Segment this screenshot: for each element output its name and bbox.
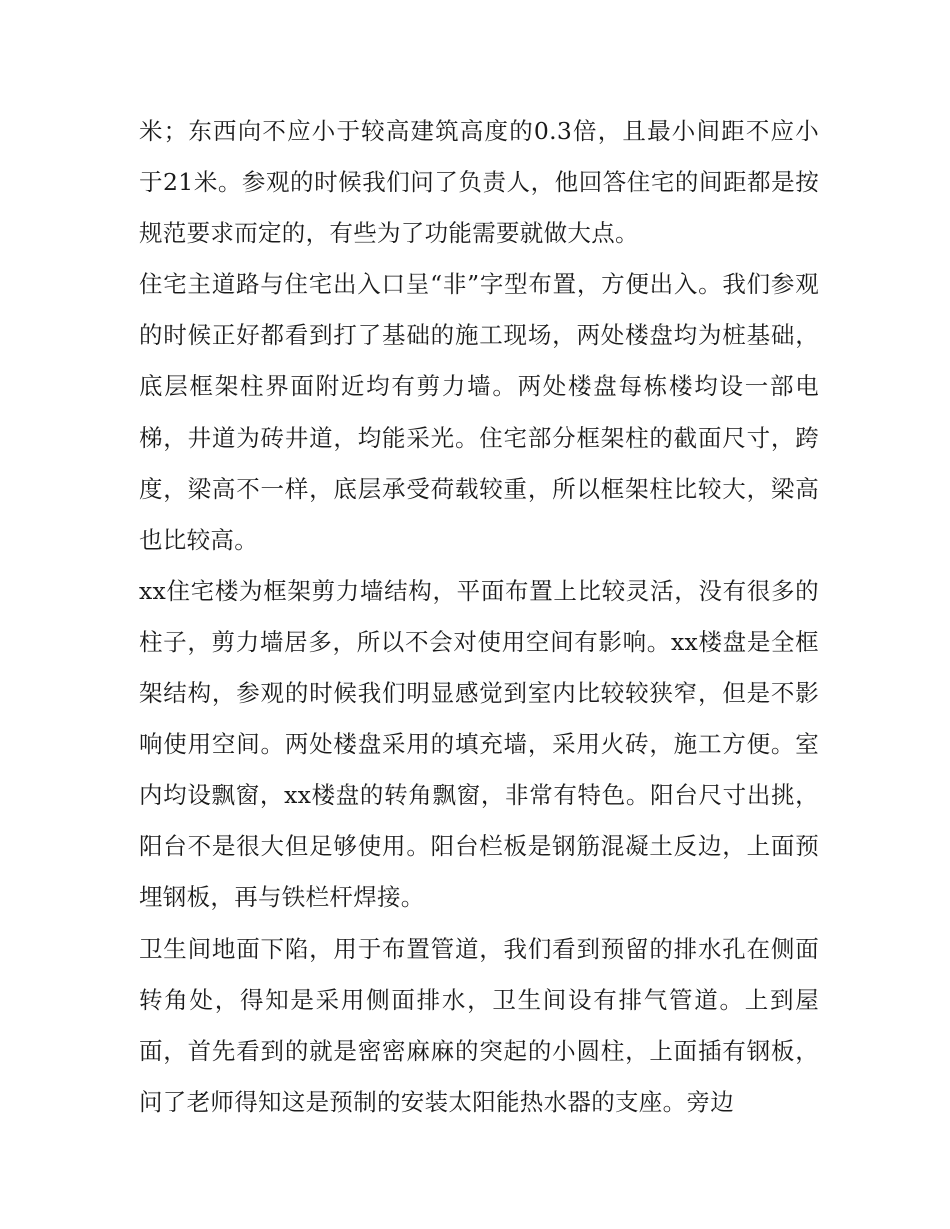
paragraph-spacing: 米；东西向不应小于较高建筑高度的0.3倍，且最小间距不应小于21米。参观的时候我们问了负责人，他回答住宅的间距都是按规范要求而定的，有些为了功能需要就做大点。 xyxy=(139,117,819,248)
paragraph-structure: xx住宅楼为框架剪力墙结构，平面布置上比较灵活，没有很多的柱子，剪力墙居多，所以不会对使用空间有影响。xx楼盘是全框架结构，参观的时候我们明显感觉到室内比较较狭窄，但是不影响使用空间。两处楼盘采用的填充墙，采用火砖，施工方便。室内均设飘窗，xx楼盘的转角飘窗，非常有特色。阳台尺寸出挑，阳台不是很大但足够使用。阳台栏板是钢筋混凝土反边，上面预埋钢板，再与铁栏杆焊接。 xyxy=(139,576,819,912)
paragraph-bathroom-roof: 卫生间地面下陷，用于布置管道，我们看到预留的排水孔在侧面转角处，得知是采用侧面排水，卫生间设有排气管道。上到屋面，首先看到的就是密密麻麻的突起的小圆柱，上面插有钢板，问了老师得知这是预制的安装太阳能热水器的支座。旁边 xyxy=(139,934,819,1116)
body-text xyxy=(139,106,819,1128)
paragraph-road-foundation: 住宅主道路与住宅出入口呈“非”字型布置，方便出入。我们参观的时候正好都看到打了基础的施工现场，两处楼盘均为桩基础，底层框架柱界面附近均有剪力墙。两处楼盘每栋楼均设一部电梯，井道为砖井道，均能采光。住宅部分框架柱的截面尺寸，跨度，梁高不一样，底层承受荷载较重，所以框架柱比较大，梁高也比较高。 xyxy=(139,270,819,554)
